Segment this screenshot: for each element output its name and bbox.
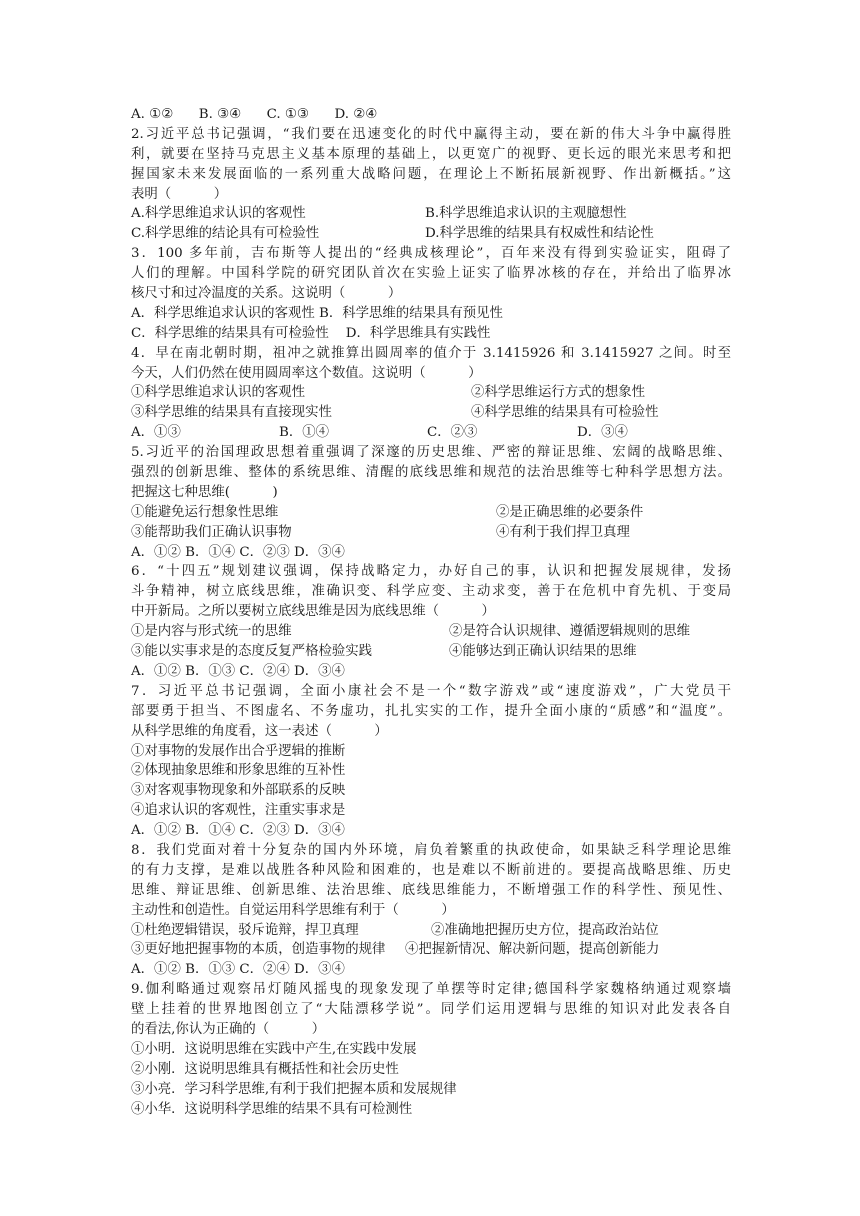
q5-statement-4: ④有利于我们捍卫真理 bbox=[496, 524, 630, 540]
q5-stem-line-3: 把握这七种思维( ) bbox=[131, 484, 278, 500]
q3-stem-line-1: 3．100 多年前，吉布斯等人提出的“经典成核理论”，百年来没有得到实验证实，阻碍了 bbox=[131, 246, 731, 262]
q6-stem-line-2: 斗争精神，树立底线思维，准确识变、科学应变、主动求变，善于在危机中育先机、于变局 bbox=[131, 584, 731, 600]
q7-statement-2: ②体现抽象思维和形象思维的互补性 bbox=[131, 763, 346, 779]
q9-stem-line-1: 9.伽利略通过观察吊灯随风摇曳的现象发现了单摆等时定律;德国科学家魏格纳通过观察墙 bbox=[131, 982, 731, 998]
q4-statement-2: ②科学思维运行方式的想象性 bbox=[471, 385, 646, 401]
q7-stem-line-2: 部要勇于担当、不图虚名、不务虚功，扎扎实实的工作，提升全面小康的“质感”和“温度”。 bbox=[131, 703, 731, 719]
q7-statement-3: ③对客观事物现象和外部联系的反映 bbox=[131, 783, 346, 799]
q4-option-c: C．②③ bbox=[427, 425, 478, 441]
q4-statement-3: ③科学思维的结果具有直接现实性 bbox=[131, 405, 332, 421]
q2-option-c: C.科学思维的结论具有可检验性 bbox=[131, 226, 320, 242]
q8-statement-2: ②准确地把握历史方位，提高政治站位 bbox=[431, 922, 659, 938]
q5-statement-3: ③能帮助我们正确认识事物 bbox=[131, 524, 292, 540]
q4-stem-line-1: 4．早在南北朝时期，祖冲之就推算出圆周率的值介于 3.1415926 和 3.1415927 之间。时至 bbox=[131, 345, 731, 361]
q2-options-row-2 bbox=[131, 224, 731, 244]
q4-statement-1: ①科学思维追求认识的客观性 bbox=[131, 385, 306, 401]
q1-options: A. ①② B. ③④ C. ①③ D. ②④ bbox=[131, 107, 378, 122]
q9-stem-line-3: 的看法,你认为正确的（ ） bbox=[131, 1021, 326, 1037]
question-3 bbox=[131, 244, 731, 343]
q8-statements-row-2 bbox=[131, 940, 731, 960]
q8-options: A．①② B．①③ C．②④ D．③④ bbox=[131, 962, 345, 978]
q9-statement-3: ③小亮．学习科学思维,有利于我们把握本质和发展规律 bbox=[131, 1081, 457, 1097]
q5-statements-row-2 bbox=[131, 523, 731, 543]
q4-option-a: A．①③ bbox=[131, 425, 181, 441]
q8-statement-1: ①杜绝逻辑错误，驳斥诡辩，捍卫真理 bbox=[131, 922, 359, 938]
question-8 bbox=[131, 841, 731, 980]
q6-statement-3: ③能以实事求是的态度反复严格检验实践 bbox=[131, 644, 373, 660]
q4-statements-row-2 bbox=[131, 403, 731, 423]
q8-statements-row-1 bbox=[131, 921, 731, 941]
q4-option-b: B．①④ bbox=[279, 425, 330, 441]
q6-statement-1: ①是内容与形式统一的思维 bbox=[131, 624, 292, 640]
q3-stem-line-2: 人们的理解。中国科学院的研究团队首次在实验上证实了临界冰核的存在，并给出了临界冰 bbox=[131, 266, 731, 282]
q5-stem-line-1: 5.习近平的治国理政思想着重强调了深邃的历史思维、严密的辩证思维、宏阔的战略思维、 bbox=[131, 445, 731, 461]
q6-statements-row-2 bbox=[131, 642, 731, 662]
q2-stem-line-4: 表明（ ） bbox=[131, 186, 228, 202]
q8-statement-4: ④把握新情况、解决新问题，提高创新能力 bbox=[405, 942, 660, 958]
q4-stem-line-2: 今天，人们仍然在使用圆周率这个数值。这说明（ ） bbox=[131, 365, 482, 381]
q7-statement-1: ①对事物的发展作出合乎逻辑的推断 bbox=[131, 743, 346, 759]
q5-statement-1: ①能避免运行想象性思维 bbox=[131, 504, 279, 520]
q9-statement-1: ①小明．这说明思维在实践中产生,在实践中发展 bbox=[131, 1041, 417, 1057]
q9-stem-line-2: 壁上挂着的世界地图创立了“大陆漂移学说”。同学们运用逻辑与思维的知识对此发表各自 bbox=[131, 1002, 731, 1018]
q3-options-row-2: C．科学思维的结果具有可检验性 D．科学思维具有实践性 bbox=[131, 325, 491, 341]
q6-statement-4: ④能够达到正确认识结果的思维 bbox=[449, 644, 637, 660]
q7-stem-line-3: 从科学思维的角度看，这一表述（ ） bbox=[131, 723, 388, 739]
q3-stem-line-3: 核尺寸和过冷温度的关系。这说明（ ） bbox=[131, 286, 402, 302]
q4-statement-4: ④科学思维的结果具有可检验性 bbox=[471, 405, 659, 421]
q6-stem-line-3: 中开新局。之所以要树立底线思维是因为底线思维（ ） bbox=[131, 604, 495, 620]
question-6 bbox=[131, 562, 731, 681]
q9-statement-2: ②小刚．这说明思维具有概括性和社会历史性 bbox=[131, 1061, 399, 1077]
q7-statement-4: ④追求认识的客观性，注重实事求是 bbox=[131, 803, 346, 819]
q8-stem-line-4: 主动性和创造性。自觉运用科学思维有利于（ ） bbox=[131, 902, 455, 918]
q3-options-row-1: A．科学思维追求认识的客观性 B．科学思维的结果具有预见性 bbox=[131, 305, 503, 321]
question-7 bbox=[131, 682, 731, 841]
q2-option-b: B.科学思维追求认识的主观臆想性 bbox=[425, 206, 627, 222]
q4-option-d: D．③④ bbox=[577, 425, 628, 441]
q2-options-row-1 bbox=[131, 204, 731, 224]
q2-stem-line-3: 握国家未来发展面临的一系列重大战略问题，在理论上不断拓展新视野、作出新概括。”这 bbox=[131, 166, 731, 182]
question-4 bbox=[131, 344, 731, 443]
q6-statements-row-1 bbox=[131, 622, 731, 642]
q6-statement-2: ②是符合认识规律、遵循逻辑规则的思维 bbox=[449, 624, 691, 640]
q4-statements-row-1 bbox=[131, 383, 731, 403]
q2-option-a: A.科学思维追求认识的客观性 bbox=[131, 206, 306, 222]
q2-option-d: D.科学思维的结果具有权威性和结论性 bbox=[425, 226, 654, 242]
q2-stem-line-2: 利，就要在坚持马克思主义基本原理的基础上，以更宽广的视野、更长远的眼光来思考和把 bbox=[131, 146, 731, 162]
q7-stem-line-1: 7．习近平总书记强调，全面小康社会不是一个“数字游戏”或“速度游戏”，广大党员干 bbox=[131, 683, 731, 699]
q8-stem-line-2: 的有力支撑，是难以战胜各种风险和困难的，也是难以不断前进的。要提高战略思维、历史 bbox=[131, 862, 731, 878]
q7-options: A．①② B．①④ C．②③ D．③④ bbox=[131, 823, 345, 839]
q4-options bbox=[131, 423, 731, 443]
q6-options: A．①② B．①③ C．②④ D．③④ bbox=[131, 663, 345, 679]
question-list bbox=[131, 105, 731, 1119]
q5-statement-2: ②是正确思维的必要条件 bbox=[496, 504, 644, 520]
q9-statement-4: ④小华．这说明科学思维的结果不具有可检测性 bbox=[131, 1101, 413, 1117]
q2-stem-line-1: 2.习近平总书记强调，“我们要在迅速变化的时代中赢得主动，要在新的伟大斗争中赢得胜 bbox=[131, 126, 731, 142]
q8-stem-line-1: 8．我们党面对着十分复杂的国内外环境，肩负着繁重的执政使命，如果缺乏科学理论思维 bbox=[131, 842, 731, 858]
question-9 bbox=[131, 980, 731, 1119]
q5-options: A．①② B．①④ C．②③ D．③④ bbox=[131, 544, 345, 560]
question-2 bbox=[131, 125, 731, 244]
question-5 bbox=[131, 443, 731, 562]
q8-statement-3: ③更好地把握事物的本质，创造事物的规律 bbox=[131, 942, 386, 958]
q8-stem-line-3: 思维、辩证思维、创新思维、法治思维、底线思维能力，不断增强工作的科学性、预见性、 bbox=[131, 882, 731, 898]
q5-stem-line-2: 强烈的创新思维、整体的系统思维、清醒的底线思维和规范的法治思维等七种科学思想方法。 bbox=[131, 465, 731, 481]
q5-statements-row-1 bbox=[131, 503, 731, 523]
q6-stem-line-1: 6．“十四五”规划建议强调，保持战略定力，办好自己的事，认识和把握发展规律，发扬 bbox=[131, 564, 731, 580]
